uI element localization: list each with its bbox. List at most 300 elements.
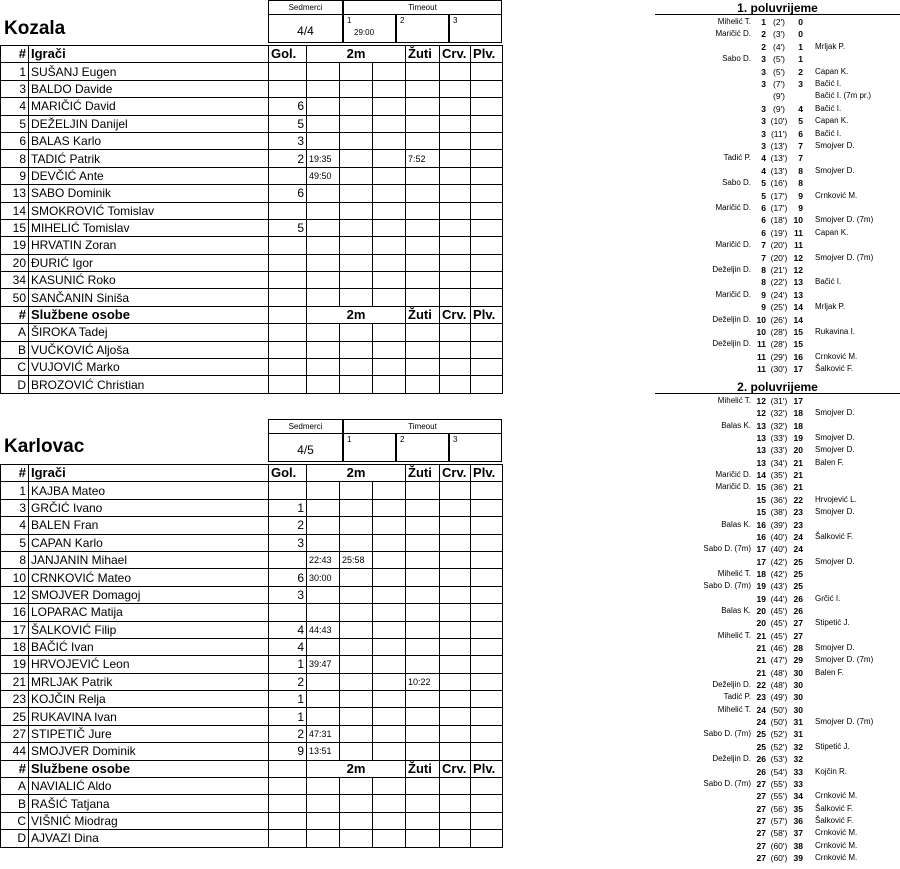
home-score: 20	[756, 618, 766, 629]
official-name: VUČKOVIĆ Aljoša	[29, 341, 269, 358]
player-name: STIPETIČ Jure	[29, 725, 269, 742]
red-card	[440, 604, 471, 621]
away-scorer: Capan K.	[815, 66, 849, 76]
home-score: 5	[761, 178, 766, 189]
away-score: 0	[798, 17, 803, 27]
red-card	[440, 132, 471, 149]
home-score: 7	[761, 240, 766, 251]
suspension-2	[340, 167, 373, 184]
event-minute: (13')	[770, 165, 788, 176]
official-cell	[471, 795, 503, 812]
blue-card	[471, 202, 503, 219]
blue-card	[471, 743, 503, 760]
goal-event	[655, 152, 900, 164]
official-cell	[373, 812, 406, 829]
event-minute: (39')	[770, 519, 788, 530]
player-name: HRVOJEVIĆ Leon	[29, 656, 269, 673]
home-score: 13	[756, 433, 766, 444]
home-score: 3	[761, 103, 766, 114]
blue-card	[471, 272, 503, 289]
suspension-3	[373, 115, 406, 132]
players-header: Igrači	[29, 46, 269, 63]
away-scorer: Bačić I. (7m pr.)	[815, 91, 872, 101]
official-cell	[340, 324, 373, 341]
yellow-card	[406, 80, 440, 97]
goal-event	[655, 815, 900, 827]
suspension-2	[340, 691, 373, 708]
goal-event	[655, 494, 900, 506]
player-number: 8	[1, 551, 29, 568]
blue-card	[471, 691, 503, 708]
goal-event	[655, 654, 900, 666]
player-name: RUKAVINA Ivan	[29, 708, 269, 725]
player-goals	[269, 167, 307, 184]
away-score: 14	[793, 314, 803, 325]
home-score: 4	[761, 165, 766, 176]
away-scorer: Crnković M.	[815, 852, 858, 862]
event-minute: (13')	[770, 153, 788, 164]
suspension-1	[307, 254, 340, 271]
official-cell	[307, 341, 340, 358]
event-minute: (52')	[770, 729, 788, 740]
suspension-2	[340, 708, 373, 725]
official-cell	[406, 778, 440, 795]
blue-card	[471, 604, 503, 621]
player-number: 27	[1, 725, 29, 742]
suspension-2	[340, 219, 373, 236]
timeout-slot	[343, 14, 396, 43]
home-scorer: Deželjin D.	[712, 339, 751, 349]
official-cell	[269, 341, 307, 358]
goal-event	[655, 766, 900, 778]
player-goals: 3	[269, 586, 307, 603]
home-score: 12	[756, 396, 766, 406]
player-name: CAPAN Karlo	[29, 534, 269, 551]
suspension-3	[373, 569, 406, 586]
goal-event	[655, 667, 900, 679]
goal-event	[655, 363, 900, 375]
goal-event	[655, 803, 900, 815]
suspension-1	[307, 638, 340, 655]
home-scorer: Sabo D. (7m)	[703, 581, 751, 591]
player-goals: 9	[269, 743, 307, 760]
player-number: 3	[1, 499, 29, 516]
official-name: VUJOVIĆ Marko	[29, 359, 269, 376]
yellow-header: Žuti	[406, 465, 440, 482]
team-name: Karlovac	[4, 436, 85, 457]
blue-header: Plv.	[471, 465, 503, 482]
player-name: KOJČIN Relja	[29, 691, 269, 708]
away-score: 30	[793, 667, 803, 678]
official-cell	[471, 359, 503, 376]
away-score: 4	[798, 103, 803, 114]
away-score: 26	[793, 593, 803, 604]
blue-card	[471, 115, 503, 132]
suspension-2	[340, 586, 373, 603]
official-letter: C	[1, 812, 29, 829]
official-letter: B	[1, 341, 29, 358]
yellow-card	[406, 115, 440, 132]
yellow-card	[406, 534, 440, 551]
table-header-row	[1, 760, 503, 777]
home-score: 15	[756, 482, 766, 493]
suspension-1: 30:00	[307, 569, 340, 586]
home-scorer: Tadić P.	[723, 692, 751, 702]
two-min-header: 2m	[307, 306, 406, 323]
timeout-slot	[449, 433, 502, 462]
home-score: 11	[757, 364, 766, 375]
goal-event	[655, 543, 900, 555]
player-name: KAJBA Mateo	[29, 482, 269, 499]
home-score: 3	[761, 128, 766, 139]
suspension-1	[307, 237, 340, 254]
table-header-row	[1, 465, 503, 482]
home-score: 19	[756, 581, 766, 592]
goal-event	[655, 289, 900, 301]
away-scorer: Šalković F.	[815, 531, 854, 541]
player-name: SABO Dominik	[29, 185, 269, 202]
home-score: 4	[761, 153, 766, 164]
official-row	[1, 795, 503, 812]
red-card	[440, 115, 471, 132]
official-cell	[307, 830, 340, 847]
player-number: 15	[1, 219, 29, 236]
table-row	[1, 743, 503, 760]
timeout-number: 3	[453, 16, 458, 25]
goal-event	[655, 568, 900, 580]
suspension-1: 13:51	[307, 743, 340, 760]
player-goals	[269, 482, 307, 499]
goal-event	[655, 351, 900, 363]
away-score: 33	[793, 766, 803, 777]
red-card	[440, 63, 471, 80]
suspension-3	[373, 673, 406, 690]
suspension-2	[340, 725, 373, 742]
event-minute: (54')	[770, 766, 788, 777]
home-score: 7	[761, 252, 766, 263]
home-score: 26	[756, 766, 766, 777]
red-card	[440, 743, 471, 760]
player-name: MARIČIĆ David	[29, 98, 269, 115]
home-score: 24	[756, 704, 766, 715]
suspension-3	[373, 98, 406, 115]
home-scorer: Maričić D.	[715, 289, 751, 299]
event-minute: (35')	[770, 470, 788, 481]
official-cell	[269, 812, 307, 829]
suspension-1	[307, 202, 340, 219]
home-scorer: Mihelić T.	[717, 17, 751, 26]
goal-event	[655, 840, 900, 852]
goal-event	[655, 90, 900, 102]
home-score: 13	[756, 445, 766, 456]
suspension-1: 39:47	[307, 656, 340, 673]
away-score: 17	[793, 396, 803, 406]
away-score: 38	[793, 840, 803, 851]
home-score: 21	[756, 667, 766, 678]
player-name: MIHELIĆ Tomislav	[29, 219, 269, 236]
away-score: 35	[793, 803, 803, 814]
home-score: 6	[761, 227, 766, 238]
yellow-card	[406, 604, 440, 621]
goal-event	[655, 481, 900, 493]
player-goals: 3	[269, 132, 307, 149]
goal-event	[655, 679, 900, 691]
away-scorer: Šalković F.	[815, 364, 854, 374]
home-score: 11	[757, 351, 766, 362]
suspension-1	[307, 691, 340, 708]
home-score: 8	[761, 277, 766, 288]
event-minute: (40')	[770, 531, 788, 542]
official-cell	[406, 359, 440, 376]
blue-card	[471, 98, 503, 115]
player-name: DEVČIĆ Ante	[29, 167, 269, 184]
suspension-3	[373, 517, 406, 534]
official-cell	[471, 341, 503, 358]
yellow-card	[406, 167, 440, 184]
away-scorer: Smojver D. (7m)	[815, 215, 874, 225]
suspension-1	[307, 517, 340, 534]
official-cell	[406, 830, 440, 847]
suspension-1	[307, 604, 340, 621]
event-minute: (2')	[772, 17, 785, 27]
yellow-card	[406, 185, 440, 202]
player-goals: 4	[269, 621, 307, 638]
sedmerci-label: Sedmerci	[268, 0, 343, 14]
goal-event	[655, 432, 900, 444]
official-letter: A	[1, 324, 29, 341]
event-minute: (5')	[772, 54, 785, 65]
table-row	[1, 98, 503, 115]
suspension-3	[373, 586, 406, 603]
away-score: 9	[798, 190, 803, 201]
away-score: 12	[793, 252, 803, 263]
blue-card	[471, 621, 503, 638]
player-number: 4	[1, 517, 29, 534]
suspension-1	[307, 132, 340, 149]
goal-event	[655, 264, 900, 276]
suspension-3	[373, 743, 406, 760]
yellow-card: 7:52	[406, 150, 440, 167]
away-scorer: Smojver D. (7m)	[815, 655, 874, 665]
event-minute: (25')	[770, 302, 788, 313]
home-score: 27	[756, 778, 766, 789]
goal-event	[655, 407, 900, 419]
home-score: 25	[756, 741, 766, 752]
suspension-1	[307, 482, 340, 499]
player-goals: 1	[269, 656, 307, 673]
blue-card	[471, 534, 503, 551]
away-score: 31	[793, 717, 803, 728]
home-score: 27	[756, 852, 766, 863]
event-minute: (34')	[770, 457, 788, 468]
home-scorer: Maričić D.	[715, 470, 751, 480]
official-cell	[269, 830, 307, 847]
away-score: 28	[793, 643, 803, 653]
player-number: 25	[1, 708, 29, 725]
official-cell	[340, 341, 373, 358]
red-card	[440, 638, 471, 655]
goal-event	[655, 214, 900, 226]
official-name: ŠIROKA Tadej	[29, 324, 269, 341]
two-min-header: 2m	[307, 46, 406, 63]
goal-event	[655, 642, 900, 654]
home-score: 27	[756, 815, 766, 826]
timeout-time: 29:00	[354, 28, 375, 37]
home-score: 21	[756, 643, 766, 653]
away-score: 37	[793, 828, 803, 839]
timeout-number: 1	[347, 16, 352, 25]
suspension-1	[307, 219, 340, 236]
event-minute: (53')	[770, 754, 788, 765]
away-scorer: Smojver D.	[815, 507, 855, 517]
player-goals	[269, 289, 307, 306]
player-name: BALAS Karlo	[29, 132, 269, 149]
yellow-header: Žuti	[406, 46, 440, 63]
suspension-1	[307, 673, 340, 690]
official-row	[1, 830, 503, 847]
away-score: 15	[793, 327, 803, 337]
suspension-2	[340, 569, 373, 586]
event-minute: (45')	[770, 618, 788, 629]
player-name: SMOJVER Domagoj	[29, 586, 269, 603]
goal-event	[655, 326, 900, 338]
team-header-box	[268, 419, 502, 462]
official-cell	[373, 324, 406, 341]
suspension-1: 19:35	[307, 150, 340, 167]
yellow-card	[406, 63, 440, 80]
official-cell	[471, 376, 503, 393]
official-cell	[373, 830, 406, 847]
home-scorer: Deželjin D.	[712, 680, 751, 690]
yellow-card	[406, 569, 440, 586]
blue-card	[471, 725, 503, 742]
home-scorer: Sabo D.	[722, 178, 751, 188]
event-minute: (13')	[770, 141, 788, 151]
blue-card	[471, 708, 503, 725]
home-scorer: Mihelić T.	[717, 568, 751, 578]
player-name: KASUNIĆ Roko	[29, 272, 269, 289]
blue-header: Plv.	[471, 46, 503, 63]
official-cell	[340, 795, 373, 812]
player-number: 23	[1, 691, 29, 708]
home-score: 12	[756, 408, 766, 419]
red-card	[440, 272, 471, 289]
blue-header: Plv.	[471, 306, 503, 323]
event-minute: (32')	[770, 420, 788, 431]
home-scorer: Deželjin D.	[712, 265, 751, 274]
player-number: 16	[1, 604, 29, 621]
event-minute: (50')	[770, 704, 788, 715]
away-scorer: Smojver D. (7m)	[815, 252, 874, 262]
official-cell	[373, 376, 406, 393]
official-row	[1, 376, 503, 393]
home-scorer: Sabo D. (7m)	[703, 778, 751, 788]
event-minute: (57')	[770, 815, 788, 826]
goal-event	[655, 704, 900, 716]
goal-event	[655, 753, 900, 765]
goal-event	[655, 420, 900, 432]
player-name: SMOKROVIĆ Tomislav	[29, 202, 269, 219]
official-cell	[307, 376, 340, 393]
home-score: 20	[756, 605, 766, 616]
event-minute: (48')	[770, 680, 788, 691]
goal-event	[655, 16, 900, 28]
player-name: SUŠANJ Eugen	[29, 63, 269, 80]
suspension-2	[340, 482, 373, 499]
player-name: ŠALKOVIĆ Filip	[29, 621, 269, 638]
home-scorer: Deželjin D.	[712, 754, 751, 764]
away-score: 21	[793, 482, 803, 493]
yellow-card	[406, 708, 440, 725]
home-score: 18	[756, 568, 766, 579]
yellow-card	[406, 656, 440, 673]
away-score: 27	[793, 630, 803, 641]
home-scorer: Maričić D.	[715, 203, 751, 212]
away-scorer: Hrvojević L.	[815, 494, 857, 504]
official-cell	[440, 341, 471, 358]
event-minute: (10')	[770, 116, 788, 127]
official-name: AJVAZI Dina	[29, 830, 269, 847]
blue-card	[471, 517, 503, 534]
home-score: 3	[761, 141, 766, 151]
official-cell	[340, 359, 373, 376]
goal-event	[655, 28, 900, 40]
suspension-1	[307, 586, 340, 603]
player-name: SMOJVER Dominik	[29, 743, 269, 760]
home-score: 9	[761, 302, 766, 313]
home-score: 25	[756, 729, 766, 740]
away-score: 17	[793, 364, 803, 375]
player-number: 10	[1, 569, 29, 586]
player-name: MRLJAK Patrik	[29, 673, 269, 690]
red-header: Crv.	[440, 760, 471, 777]
player-goals	[269, 202, 307, 219]
table-row	[1, 150, 503, 167]
red-card	[440, 656, 471, 673]
home-score: 2	[761, 41, 766, 52]
away-score: 36	[793, 815, 803, 826]
away-scorer: Mrljak P.	[815, 41, 846, 51]
table-row	[1, 254, 503, 271]
away-score: 8	[798, 165, 803, 176]
suspension-2	[340, 132, 373, 149]
suspension-1: 47:31	[307, 725, 340, 742]
away-scorer: Crnković M.	[815, 791, 858, 801]
home-score: 27	[756, 840, 766, 851]
player-number: 19	[1, 237, 29, 254]
table-header-row	[1, 46, 503, 63]
official-cell	[440, 324, 471, 341]
event-minute: (26')	[770, 314, 788, 325]
player-goals: 5	[269, 115, 307, 132]
red-card	[440, 673, 471, 690]
event-minute: (11')	[770, 128, 788, 139]
away-scorer: Rukavina I.	[815, 327, 856, 336]
goals-header	[269, 306, 307, 323]
suspension-1: 22:43	[307, 551, 340, 568]
red-card	[440, 551, 471, 568]
player-name: BALDO Davide	[29, 80, 269, 97]
table-row	[1, 272, 503, 289]
event-minute: (47')	[770, 655, 788, 666]
home-scorer: Mihelić T.	[717, 704, 751, 714]
home-score: 21	[756, 630, 766, 641]
half-divider	[655, 14, 900, 15]
home-score: 15	[756, 494, 766, 505]
player-goals: 1	[269, 499, 307, 516]
suspension-3	[373, 63, 406, 80]
suspension-2	[340, 80, 373, 97]
